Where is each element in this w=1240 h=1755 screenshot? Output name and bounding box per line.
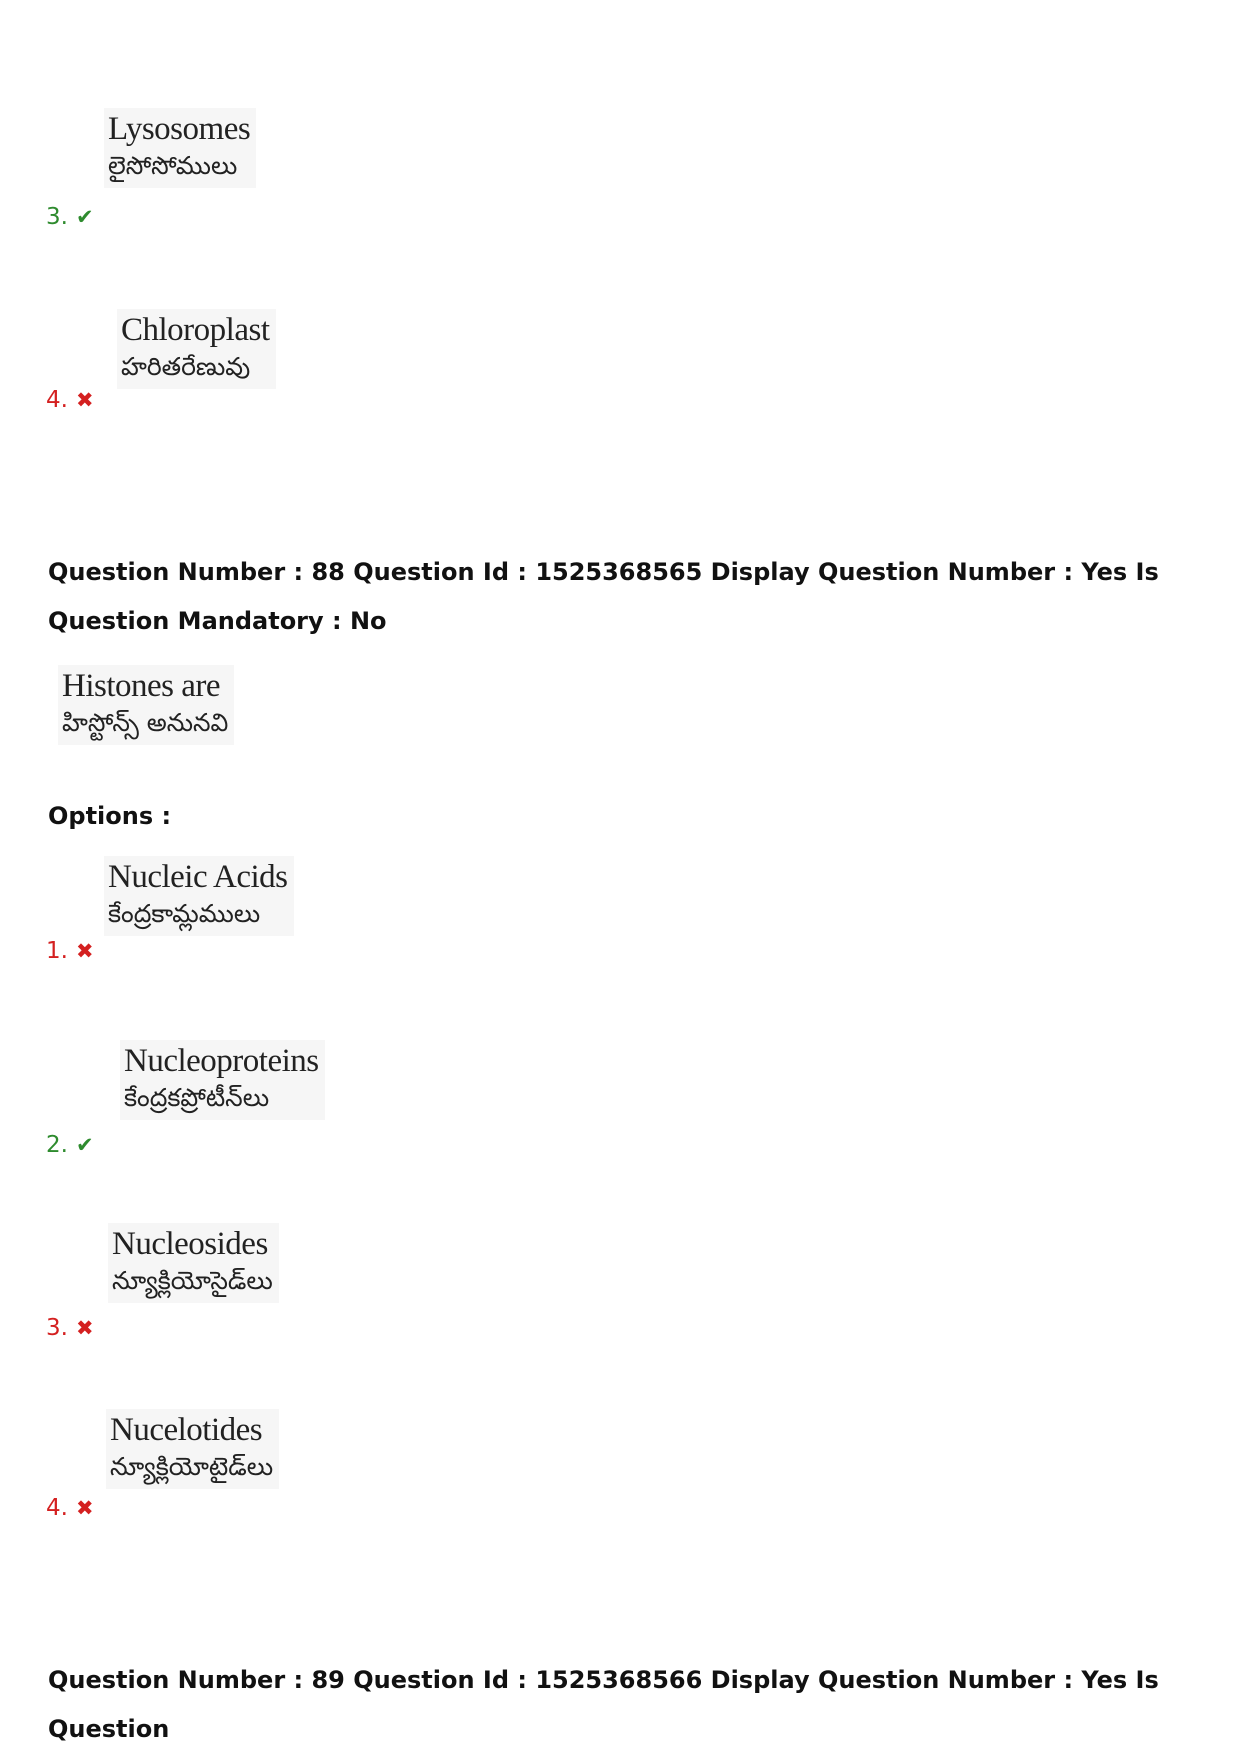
cross-icon: ✖ — [75, 388, 94, 412]
cross-icon: ✖ — [75, 1316, 94, 1340]
question-header-89: Question Number : 89 Question Id : 1525368566 Display Question Number : Yes Is Question — [48, 1666, 1159, 1743]
check-icon: ✔ — [75, 205, 94, 229]
option-number — [46, 386, 94, 414]
option-number — [46, 203, 94, 231]
cross-icon: ✖ — [75, 939, 94, 963]
option-number-label: 3. — [46, 204, 68, 230]
check-icon: ✔ — [75, 1133, 94, 1157]
question-text-en: Histones are — [62, 668, 221, 704]
option-image-chloroplast — [117, 309, 276, 389]
option-text-en: Nucelotides — [110, 1412, 263, 1448]
option-text-te: హరితరేణువు — [121, 352, 251, 381]
question-image-88 — [58, 665, 234, 745]
cross-icon: ✖ — [75, 1496, 94, 1520]
option-text-en: Chloroplast — [121, 312, 270, 348]
option-image-lysosomes — [104, 108, 256, 188]
option-number — [46, 937, 94, 965]
option-number-label: 4. — [46, 387, 68, 413]
option-text-en: Lysosomes — [108, 111, 251, 147]
option-image-nucleosides — [108, 1223, 279, 1303]
question-header-88: Question Number : 88 Question Id : 1525368565 Display Question Number : Yes Is Question Mandatory : No — [48, 558, 1159, 635]
option-text-te: లైసోసోములు — [108, 151, 238, 180]
options-label: Options : — [48, 802, 172, 830]
question-text-te: హిస్టోన్స్ అనునవి — [62, 708, 229, 737]
option-number — [46, 1494, 94, 1522]
option-text-te: కేంద్రకప్రోటీన్‌లు — [124, 1083, 270, 1112]
option-number-label: 2. — [46, 1132, 68, 1158]
option-text-te: న్యూక్లియోసైడ్‌లు — [112, 1266, 273, 1295]
option-image-nucleic-acids — [104, 856, 294, 936]
option-text-te: కేంద్రకామ్లములు — [108, 899, 261, 928]
option-text-en: Nucleic Acids — [108, 859, 288, 895]
option-image-nucelotides — [106, 1409, 279, 1489]
option-text-en: Nucleoproteins — [124, 1043, 319, 1079]
option-text-te: న్యూక్లియోటైడ్‌లు — [110, 1452, 274, 1481]
option-number — [46, 1131, 94, 1159]
option-number-label: 3. — [46, 1315, 68, 1341]
option-number-label: 1. — [46, 938, 68, 964]
option-number — [46, 1314, 94, 1342]
option-number-label: 4. — [46, 1495, 68, 1521]
option-text-en: Nucleosides — [112, 1226, 268, 1262]
option-image-nucleoproteins — [120, 1040, 325, 1120]
